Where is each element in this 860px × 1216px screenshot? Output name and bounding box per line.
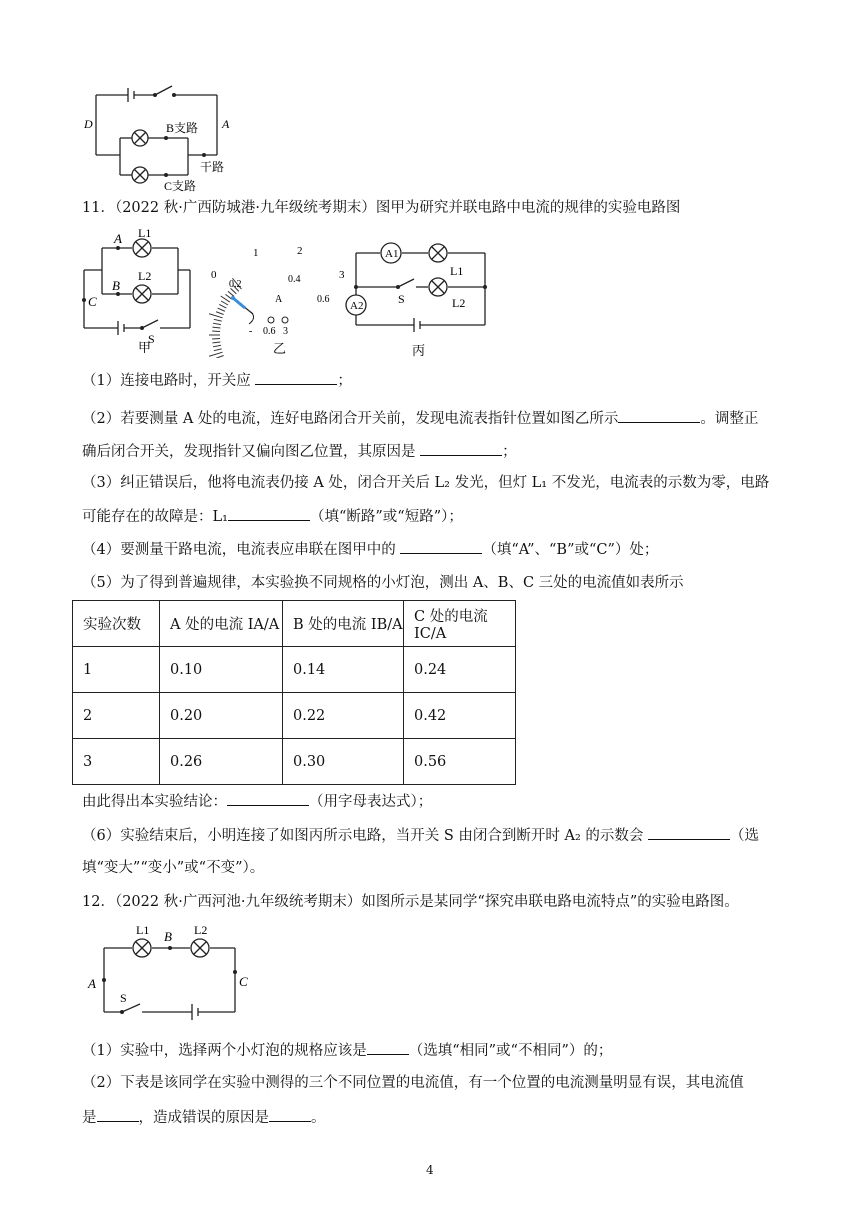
table-cell: 3 [73,739,160,785]
series-circuit-figure [80,920,260,1025]
dial-subtick-0.6: 0.6 [317,294,330,305]
answer-blank[interactable] [420,441,502,456]
answer-blank[interactable] [618,408,700,423]
table-cell: 0.56 [404,739,516,785]
dial-tick-mark [225,294,231,299]
table-cell: 1 [73,647,160,693]
dial-tick-1: 1 [253,247,259,259]
q12-label-S: S [120,991,127,1005]
dial-tick-mark [213,323,221,324]
dial-tick-mark [228,291,234,296]
table-cell: 0.20 [160,693,283,739]
table-cell: 0.42 [404,693,516,739]
table-cell: 0.26 [160,739,283,785]
q11-part4: （4）要测量干路电流，电流表应串联在图甲中的 （填“A”、“B”或“C”）处； [82,539,658,560]
q11-conclusion: 由此得出本实验结论： （用字母表达式）； [82,791,432,812]
q12-part1: （1）实验中，选择两个小灯泡的规格应该是 （选填“相同”或“不相同”）的； [82,1040,612,1061]
jia-label-L2: L2 [138,269,152,283]
dial-tick-mark [212,327,220,328]
answer-blank[interactable] [367,1040,409,1055]
dial-subtick-0.2: 0.2 [229,279,242,290]
current-data-table [72,600,516,785]
bing-caption: 丙 [412,343,426,358]
dial-tick-mark [216,312,224,315]
bing-label-L2: L2 [452,296,466,310]
terminal-minus: - [249,326,253,337]
bing-label-A1: A1 [385,248,399,260]
bing-label-L1: L1 [450,264,464,278]
q11-header: 11．（2022 秋·广西防城港·九年级统考期末）图甲为研究并联电路中电流的规律的实验电路图 [82,200,681,216]
q12-label-A: A [88,976,96,991]
q11-part5: （5）为了得到普遍规律，本实验换不同规格的小灯泡，测出 A、B、C 三处的电流值如表所示 [82,575,684,591]
q11-part2-line2: 确后闭合开关，发现指针又偏向图乙位置，其原因是 ； [82,441,517,462]
q12-part2-line1: （2）下表是该同学在实验中测得的三个不同位置的电流值，有一个位置的电流测量明显有误，其电流值 [82,1075,744,1091]
dial-tick-mark [213,345,221,346]
dial-tick-mark [209,314,222,318]
table-header-cell: A 处的电流 IA/A [160,601,283,647]
table-row [73,647,516,693]
terminal-3: 3 [283,326,288,337]
table-cell: 2 [73,693,160,739]
table-header-cell: 实验次数 [73,601,160,647]
label-D: D [84,117,93,131]
jia-label-A: A [114,231,122,246]
dial-tick-mark [212,342,220,343]
terminal-0.6: 0.6 [263,326,276,337]
table-cell: 0.22 [283,693,404,739]
ammeter-yi-figure [205,240,355,358]
dial-tick-mark [216,356,224,358]
label-main-circuit: 干路 [200,160,225,174]
bing-label-A2: A2 [350,300,364,312]
dial-tick-mark [221,301,228,305]
dial-tick-mark [214,319,222,321]
dial-tick-mark [214,349,222,351]
q11-part6-line1: （6）实验结束后，小明连接了如图丙所示电路，当开关 S 由闭合到断开时 A₂ 的示数会 （选 [82,825,759,846]
parallel-circuit-figure-top [80,80,240,198]
dial-tick-mark [209,352,222,356]
bing-label-S: S [398,292,405,306]
answer-blank[interactable] [227,791,309,806]
q12-label-B: B [164,929,172,944]
jia-caption: 甲 [138,340,152,353]
table-cell: 0.10 [160,647,283,693]
answer-blank[interactable] [648,825,730,840]
q11-part3-line2: 可能存在的故障是：L₁ （填“断路”或“短路”）； [82,506,463,527]
q11-part2-line1: （2）若要测量 A 处的电流，连好电路闭合开关前，发现电流表指针位置如图乙所示 。调整正 [82,408,758,429]
label-B-branch: B支路 [166,121,199,135]
dial-unit: A [275,294,283,305]
answer-blank[interactable] [97,1107,139,1122]
dial-subtick-0.4: 0.4 [288,274,301,285]
q11-part6-line2: 填“变大”“变小”或“不变”）。 [82,860,265,876]
circuit-jia-figure [80,228,200,353]
q11-part3-line1: （3）纠正错误后，他将电流表仍接 A 处，闭合开关后 L₂ 发光，但灯 L₁ 不发光，电流表的示数为零，电路 [82,475,770,491]
table-row [73,693,516,739]
q12-label-C: C [239,974,248,989]
table-cell: 0.24 [404,647,516,693]
q12-label-L1: L1 [136,923,150,937]
dial-tick-2: 2 [297,245,303,257]
answer-blank[interactable] [255,370,337,385]
answer-blank[interactable] [228,506,310,521]
table-header-cell: B 处的电流 IB/A [283,601,404,647]
table-header-cell: C 处的电流 IC/A [404,601,516,647]
jia-label-C: C [88,294,97,309]
jia-label-B: B [112,278,120,293]
dial-tick-0: 0 [211,269,217,281]
page-number: 4 [426,1163,434,1177]
dial-tick-mark [218,308,225,311]
jia-label-S: S [148,332,155,346]
table-row [73,739,516,785]
table-cell: 0.30 [283,739,404,785]
dial-tick-3: 3 [339,269,345,281]
table-cell: 0.14 [283,647,404,693]
q12-label-L2: L2 [194,923,208,937]
q11-part1: （1）连接电路时，开关应 ； [82,370,352,391]
label-C-branch: C支路 [164,179,197,193]
q12-part2-line2: 是 ，造成错误的原因是 。 [82,1107,326,1128]
answer-blank[interactable] [269,1107,311,1122]
circuit-bing-figure [340,235,500,360]
label-A: A [222,117,230,131]
jia-label-L1: L1 [138,228,152,240]
answer-blank[interactable] [400,539,482,554]
table-header-row [73,601,516,647]
dial-tick-mark [219,304,226,308]
q12-header: 12．（2022 秋·广西河池·九年级统考期末）如图所示是某同学“探究串联电路电流特点”的实验电路图。 [82,894,739,910]
yi-caption: 乙 [273,341,287,356]
